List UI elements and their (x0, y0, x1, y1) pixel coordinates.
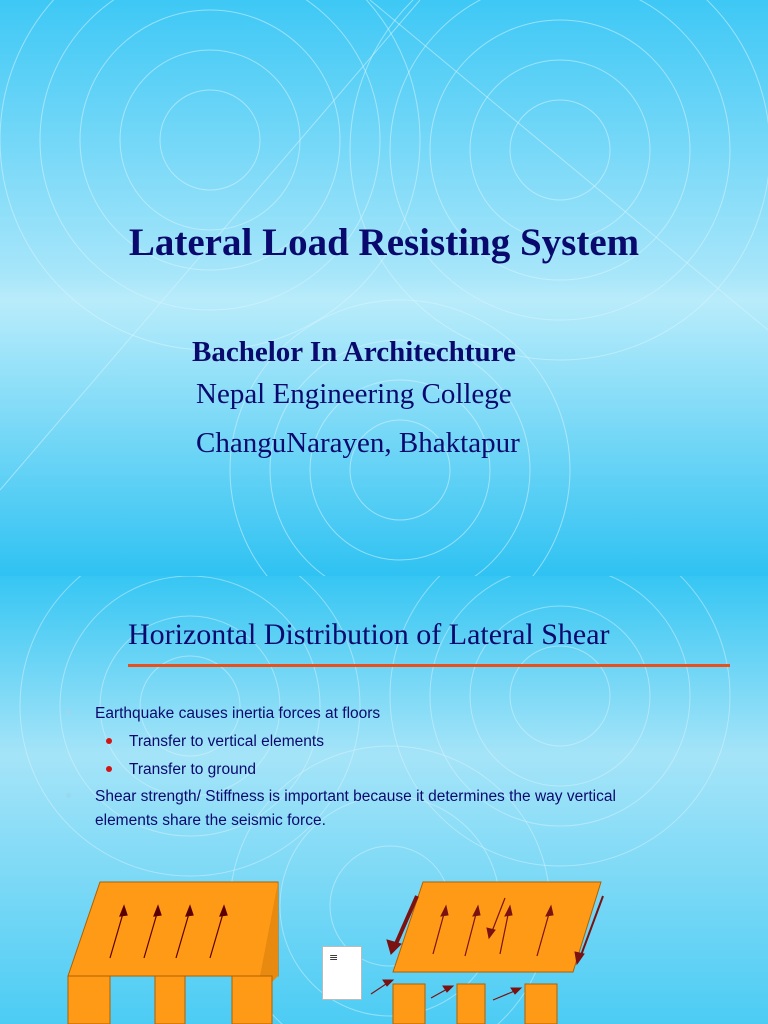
college-label: Nepal Engineering College (196, 378, 512, 410)
column (393, 984, 425, 1024)
degree-label: Bachelor In Architechture (192, 336, 516, 368)
location-label: ChanguNarayen, Bhaktapur (196, 427, 520, 459)
column (155, 976, 185, 1024)
bullet-dot (106, 738, 112, 744)
content-slide (0, 576, 768, 1024)
force-arrow-head (511, 988, 521, 994)
sub-bullet-item: Transfer to ground (129, 761, 256, 778)
column (68, 976, 110, 1024)
column (232, 976, 272, 1024)
bullet-dot (66, 793, 71, 798)
menu-lines-icon: ≡ (329, 951, 339, 964)
bullet-dot (106, 766, 112, 772)
bullet-dot (66, 710, 71, 715)
bullet-item-continuation: elements share the seismic force. (95, 812, 326, 829)
slide-title: Horizontal Distribution of Lateral Shear (128, 618, 610, 651)
bullet-item: Shear strength/ Stiffness is important because it determines the way vertical (95, 788, 616, 805)
sub-bullet-item: Transfer to vertical elements (129, 733, 324, 750)
shear-arrow-head (575, 952, 584, 964)
floor-slab (393, 882, 601, 972)
column (525, 984, 557, 1024)
bullet-item: Earthquake causes inertia forces at floors (95, 705, 381, 722)
flexible-diaphragm-diagram (365, 876, 610, 1024)
slide-title: Lateral Load Resisting System (128, 221, 640, 264)
title-underline (128, 664, 730, 667)
column (457, 984, 485, 1024)
rigid-diaphragm-diagram (60, 876, 290, 1024)
notes-icon[interactable] (322, 946, 362, 1000)
floor-slab (68, 882, 278, 976)
